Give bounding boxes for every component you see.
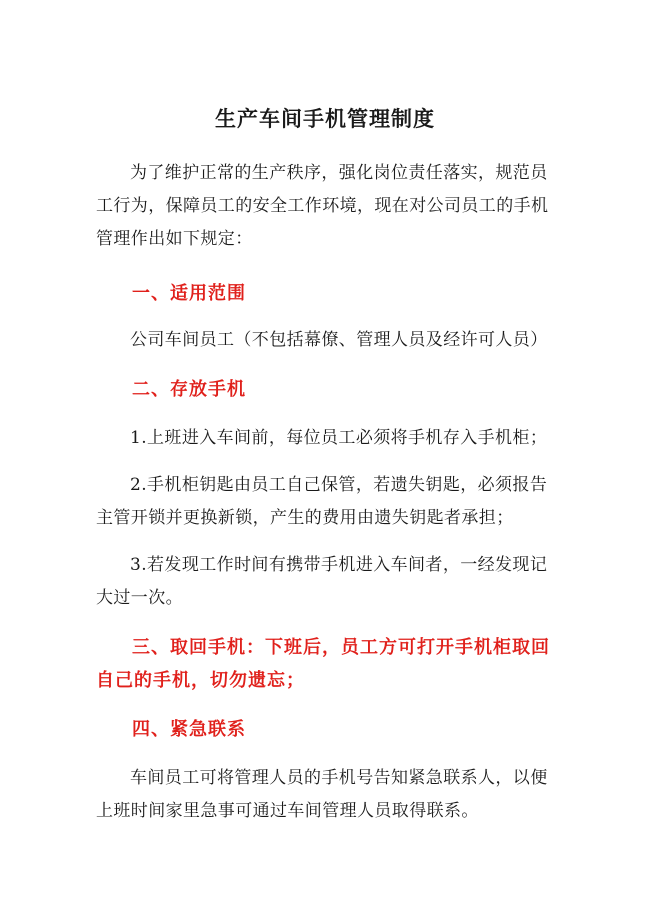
section-4-body: 车间员工可将管理人员的手机号告知紧急联系人，以便上班时间家里急事可通过车间管理人员取得联系。	[96, 768, 548, 821]
section-2-item-1: 1.上班进入车间前，每位员工必须将手机存入手机柜；	[130, 428, 548, 448]
section-3-heading: 三、取回手机：下班后，员工方可打开手机柜取回自己的手机，切勿遗忘；	[96, 637, 550, 691]
section-1-heading: 一、适用范围	[132, 283, 246, 304]
section-2-heading: 二、存放手机	[132, 379, 246, 400]
section-1-body: 公司车间员工（不包括幕僚、管理人员及经许可人员）	[130, 330, 548, 350]
intro-paragraph: 为了维护正常的生产秩序，强化岗位责任落实，规范员工行为，保障员工的安全工作环境，现在对公司员工的手机管理作出如下规定：	[96, 163, 549, 249]
document-title: 生产车间手机管理制度	[215, 107, 435, 131]
section-2-item-3: 3.若发现工作时间有携带手机进入车间者，一经发现记大过一次。	[96, 555, 548, 608]
section-2-item-2: 2.手机柜钥匙由员工自己保管，若遗失钥匙，必须报告主管开锁并更换新锁，产生的费用由遗失钥匙者承担；	[96, 475, 548, 528]
section-4-heading: 四、紧急联系	[132, 719, 246, 740]
